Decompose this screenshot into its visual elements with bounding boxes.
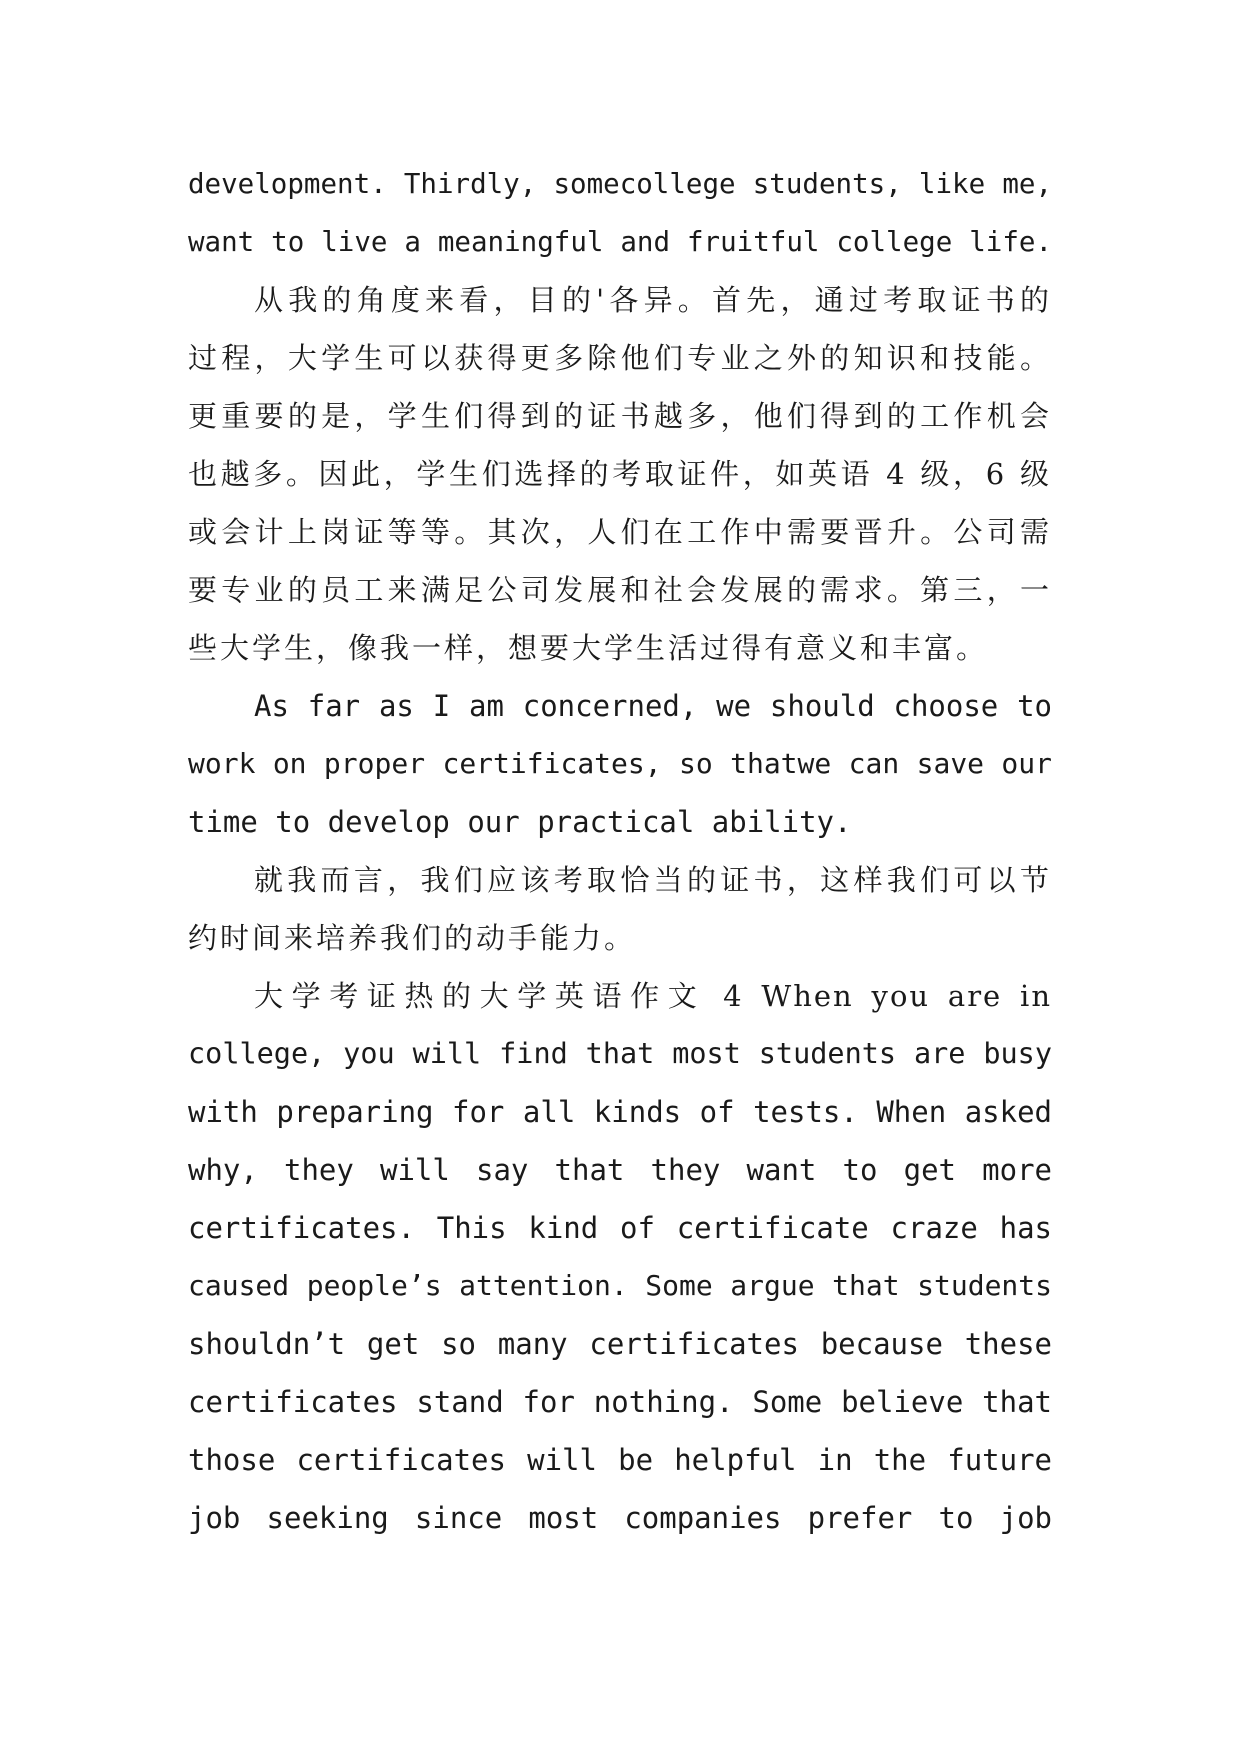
text-line: certificates stand for nothing. Some believe that	[188, 1385, 1052, 1419]
text-line: why, they will say that they want to get more	[188, 1153, 1052, 1187]
text-line: 也越多。因此，学生们选择的考取证件，如英语 4 级，6 级	[188, 457, 1052, 491]
text-line: 或会计上岗证等等。其次，人们在工作中需要晋升。公司需	[188, 515, 1052, 549]
text-line: 些大学生，像我一样，想要大学生活过得有意义和丰富。	[188, 631, 989, 665]
text-line: 过程，大学生可以获得更多除他们专业之外的知识和技能。	[188, 341, 1052, 375]
text-line: 约时间来培养我们的动手能力。	[188, 921, 637, 955]
text-line: 大学考证热的大学英语作文 4 When you are in	[254, 979, 1052, 1013]
text-line: certificates. This kind of certificate craze has	[188, 1211, 1052, 1245]
text-line: shouldn’t get so many certificates because these	[188, 1327, 1052, 1361]
text-line: 更重要的是，学生们得到的证书越多，他们得到的工作机会	[188, 399, 1052, 433]
text-line: As far as I am concerned, we should choose to	[254, 689, 1052, 723]
text-line: work on proper certificates, so thatwe can save our	[188, 747, 1052, 780]
text-line: 从我的角度来看，目的'各异。首先，通过考取证书的	[254, 283, 1052, 317]
text-line: job seeking since most companies prefer to job	[188, 1501, 1052, 1535]
text-line: want to live a meaningful and fruitful college life.	[188, 226, 1052, 258]
text-line: 要专业的员工来满足公司发展和社会发展的需求。第三，一	[188, 573, 1052, 607]
text-line: caused people’s attention. Some argue that students	[188, 1269, 1052, 1302]
text-line: time to develop our practical ability.	[188, 805, 852, 839]
text-line: 就我而言，我们应该考取恰当的证书，这样我们可以节	[254, 863, 1052, 897]
text-line: college, you will find that most students are busy	[188, 1037, 1052, 1070]
text-line: with preparing for all kinds of tests. When asked	[188, 1095, 1052, 1129]
text-line: development. Thirdly, somecollege students, like me,	[188, 168, 1052, 200]
text-line: those certificates will be helpful in the future	[188, 1443, 1052, 1477]
